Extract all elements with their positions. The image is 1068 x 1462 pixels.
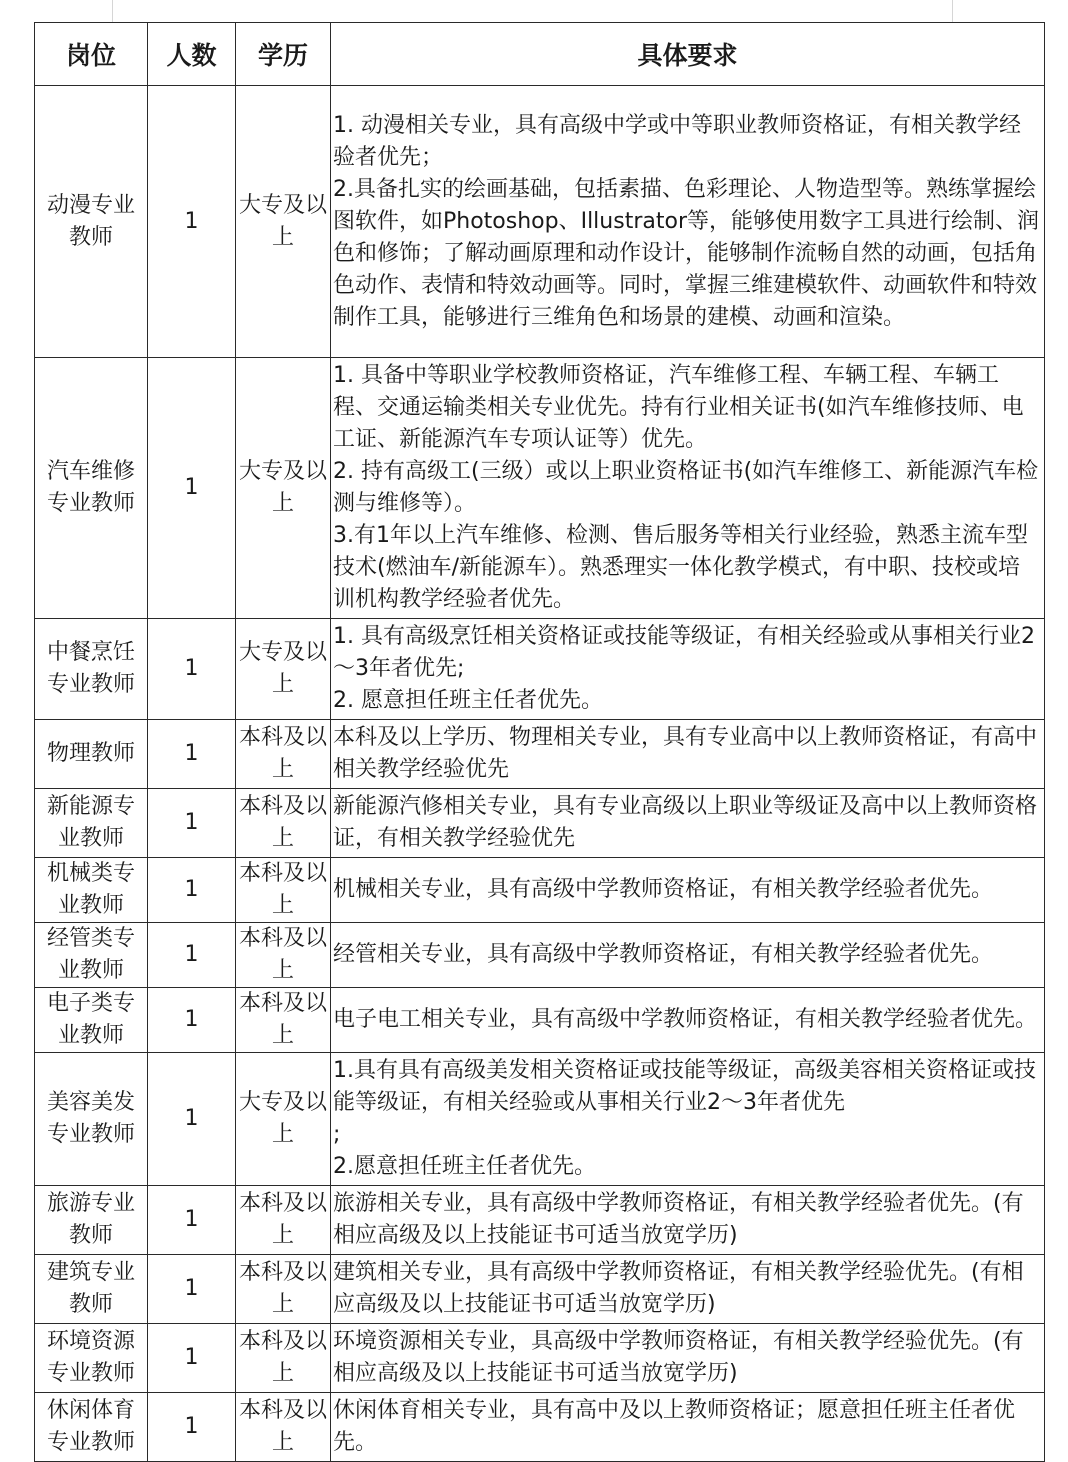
top-guide-line-right xyxy=(952,0,953,22)
count-cell: 1 xyxy=(148,720,236,789)
position-cell: 电子类专业教师 xyxy=(35,988,148,1053)
header-education: 学历 xyxy=(236,23,331,86)
table-row xyxy=(35,619,1045,720)
requirement-line: ; xyxy=(333,1122,341,1147)
table-row xyxy=(35,1393,1045,1462)
table-row xyxy=(35,923,1045,988)
position-cell: 物理教师 xyxy=(35,720,148,789)
requirement-line: 2. 持有高级工(三级）或以上职业资格证书(如汽车维修工、新能源汽车检测与维修等）。 xyxy=(333,459,1039,516)
education-cell: 本科及以上 xyxy=(236,789,331,858)
requirement-line: 电子电工相关专业，具有高级中学教师资格证，有相关教学经验者优先。 xyxy=(333,1007,1038,1032)
requirements-cell xyxy=(331,720,1045,789)
table-row xyxy=(35,988,1045,1053)
requirement-line: 1. 具有高级烹饪相关资格证或技能等级证，有相关经验或从事相关行业2～3年者优先; xyxy=(333,624,1035,681)
requirements-cell xyxy=(331,1186,1045,1255)
count-cell: 1 xyxy=(148,1324,236,1393)
recruitment-table xyxy=(34,22,1045,1462)
table-row xyxy=(35,1324,1045,1393)
table-body xyxy=(35,86,1045,1462)
position-cell: 中餐烹饪专业教师 xyxy=(35,619,148,720)
requirement-line: 休闲体育相关专业，具有高中及以上教师资格证；愿意担任班主任者优先。 xyxy=(333,1398,1016,1455)
education-cell: 本科及以上 xyxy=(236,1186,331,1255)
count-cell: 1 xyxy=(148,858,236,923)
requirements-cell xyxy=(331,858,1045,923)
education-cell: 本科及以上 xyxy=(236,1255,331,1324)
requirement-line: 旅游相关专业，具有高级中学教师资格证，有相关教学经验者优先。(有相应高级及以上技能证书可适当放宽学历) xyxy=(333,1191,1024,1248)
requirement-line: 3.有1年以上汽车维修、检测、售后服务等相关行业经验，熟悉主流车型技术(燃油车/新能源车）。熟悉理实一体化教学模式，有中职、技校或培训机构教学经验者优先。 xyxy=(333,523,1028,612)
education-cell: 本科及以上 xyxy=(236,720,331,789)
requirement-line: 建筑相关专业，具有高级中学教师资格证，有相关教学经验优先。(有相应高级及以上技能证书可适当放宽学历) xyxy=(333,1260,1024,1317)
table-row xyxy=(35,358,1045,619)
requirements-cell xyxy=(331,1053,1045,1186)
position-cell: 休闲体育专业教师 xyxy=(35,1393,148,1462)
education-cell: 本科及以上 xyxy=(236,1393,331,1462)
requirements-cell xyxy=(331,358,1045,619)
requirements-cell xyxy=(331,923,1045,988)
requirement-line: 2.愿意担任班主任者优先。 xyxy=(333,1154,596,1179)
education-cell: 本科及以上 xyxy=(236,923,331,988)
requirements-cell xyxy=(331,1255,1045,1324)
requirement-line: 1. 具备中等职业学校教师资格证，汽车维修工程、车辆工程、车辆工程、交通运输类相关专业优先。持有行业相关证书(如汽车维修技师、电工证、新能源汽车专项认证等）优先。 xyxy=(333,363,1024,452)
count-cell: 1 xyxy=(148,86,236,358)
requirements-cell xyxy=(331,86,1045,358)
position-cell: 环境资源专业教师 xyxy=(35,1324,148,1393)
requirements-cell xyxy=(331,1393,1045,1462)
header-requirements: 具体要求 xyxy=(331,23,1045,86)
count-cell: 1 xyxy=(148,358,236,619)
top-guide-line-left xyxy=(112,0,113,22)
table-header-row xyxy=(35,23,1045,86)
count-cell: 1 xyxy=(148,789,236,858)
requirement-line: 1. 动漫相关专业，具有高级中学或中等职业教师资格证，有相关教学经验者优先； xyxy=(333,112,1021,170)
education-cell: 本科及以上 xyxy=(236,988,331,1053)
requirement-line: 机械相关专业，具有高级中学教师资格证，有相关教学经验者优先。 xyxy=(333,877,994,902)
table-row xyxy=(35,789,1045,858)
requirements-cell xyxy=(331,1324,1045,1393)
count-cell: 1 xyxy=(148,1186,236,1255)
education-cell: 大专及以上 xyxy=(236,619,331,720)
table-row xyxy=(35,1186,1045,1255)
requirements-cell xyxy=(331,988,1045,1053)
education-cell: 大专及以上 xyxy=(236,86,331,358)
education-cell: 本科及以上 xyxy=(236,858,331,923)
count-cell: 1 xyxy=(148,1393,236,1462)
count-cell: 1 xyxy=(148,988,236,1053)
count-cell: 1 xyxy=(148,1255,236,1324)
count-cell: 1 xyxy=(148,1053,236,1186)
count-cell: 1 xyxy=(148,619,236,720)
position-cell: 机械类专业教师 xyxy=(35,858,148,923)
position-cell: 建筑专业教师 xyxy=(35,1255,148,1324)
position-cell: 动漫专业教师 xyxy=(35,86,148,358)
requirement-line: 环境资源相关专业，具高级中学教师资格证，有相关教学经验优先。(有相应高级及以上技能证书可适当放宽学历) xyxy=(333,1329,1024,1386)
requirement-line: 2.具备扎实的绘画基础，包括素描、色彩理论、人物造型等。熟练掌握绘图软件，如Photoshop、Illustrator等，能够使用数字工具进行绘制、润色和修饰；了解动画原理和动作设计，能够制作流畅自然的动画，包括角色动作、表情和特效动画等。同时，掌握三维建模软件、动画软件和特效制作工具，能够进行三维角色和场景的建模、动画和渲染。 xyxy=(333,176,1039,330)
header-count: 人数 xyxy=(148,23,236,86)
requirement-line: 本科及以上学历、物理相关专业，具有专业高中以上教师资格证，有高中相关教学经验优先 xyxy=(333,725,1038,782)
header-position: 岗位 xyxy=(35,23,148,86)
requirement-line: 2. 愿意担任班主任者优先。 xyxy=(333,688,603,713)
table-row xyxy=(35,858,1045,923)
requirement-line: 1.具有具有高级美发相关资格证或技能等级证，高级美容相关资格证或技能等级证，有相关经验或从事相关行业2～3年者优先 xyxy=(333,1058,1036,1115)
position-cell: 经管类专业教师 xyxy=(35,923,148,988)
count-cell: 1 xyxy=(148,923,236,988)
position-cell: 新能源专业教师 xyxy=(35,789,148,858)
requirement-line: 经管相关专业，具有高级中学教师资格证，有相关教学经验者优先。 xyxy=(333,942,994,967)
education-cell: 本科及以上 xyxy=(236,1324,331,1393)
requirements-cell xyxy=(331,619,1045,720)
requirements-cell xyxy=(331,789,1045,858)
position-cell: 美容美发专业教师 xyxy=(35,1053,148,1186)
table-row xyxy=(35,720,1045,789)
table-row xyxy=(35,1255,1045,1324)
education-cell: 大专及以上 xyxy=(236,1053,331,1186)
position-cell: 旅游专业教师 xyxy=(35,1186,148,1255)
table-row xyxy=(35,86,1045,358)
table-row xyxy=(35,1053,1045,1186)
position-cell: 汽车维修专业教师 xyxy=(35,358,148,619)
education-cell: 大专及以上 xyxy=(236,358,331,619)
requirement-line: 新能源汽修相关专业，具有专业高级以上职业等级证及高中以上教师资格证，有相关教学经验优先 xyxy=(333,794,1038,851)
